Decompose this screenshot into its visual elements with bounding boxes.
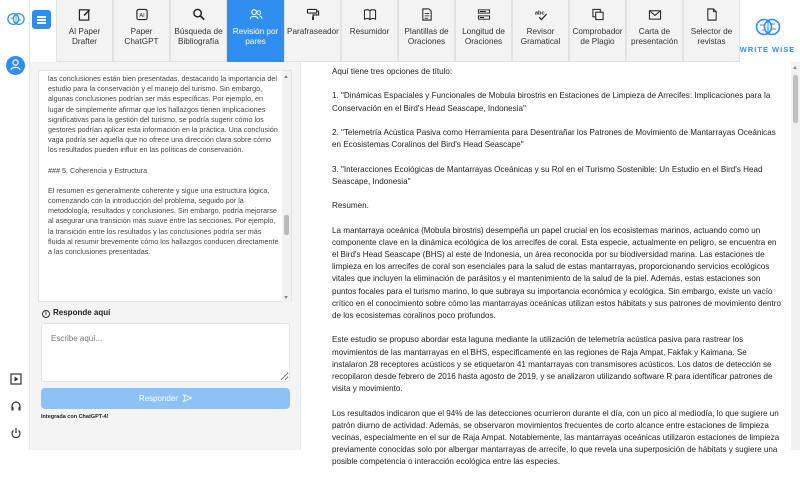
review-panel	[30, 62, 300, 450]
tab-label: Al Paper Drafter	[68, 27, 101, 46]
document-paragraph: Aquí tiene tres opciones de título:	[332, 67, 453, 76]
users-icon	[249, 8, 262, 21]
scroll-up-icon[interactable]	[284, 75, 288, 78]
search-icon	[192, 8, 205, 21]
tab-label: Revisión por pares	[232, 27, 279, 46]
tab-label: Parafraseador	[287, 27, 339, 36]
tab-label: Comprobador de Plagio	[572, 27, 623, 46]
document-heading: Resumen.	[332, 201, 369, 211]
tab-label: Resumidor	[349, 27, 390, 36]
copy-icon	[591, 8, 604, 21]
text-length-icon	[477, 8, 490, 21]
review-text	[48, 74, 280, 267]
brain-icon	[755, 14, 781, 40]
review-scrollbar[interactable]	[282, 71, 291, 303]
svg-text:AI: AI	[138, 12, 145, 19]
menu-toggle-button[interactable]	[32, 10, 51, 29]
send-icon	[183, 394, 192, 402]
scroll-thumb[interactable]	[793, 75, 798, 123]
tab-label: Revisor Gramatical	[520, 27, 561, 46]
play-icon[interactable]	[10, 373, 22, 385]
tab-parafraseador[interactable]	[284, 0, 341, 62]
review-paragraph: El resumen es generalmente coherente y sigue una estructura lógica, comenzando con la introducción del problema, seguido por la metodología, resultados y conclusiones. Sin embargo, podría mejorarse al asegurar una transición más suave entre las secciones. Por ejemplo, la transición entre los resultados y las conclusiones podría ser más fluida al resumir brevemente cómo los hallazgos conducen directamente a las conclusiones presentadas.	[48, 185, 279, 257]
tab-ai-paper-drafter[interactable]	[56, 0, 113, 62]
tab-paper-chatgpt[interactable]	[113, 0, 170, 62]
ai-icon	[135, 8, 148, 21]
tab-revisor-gramatical[interactable]	[512, 0, 569, 62]
book-icon	[363, 8, 376, 21]
document-paragraph: Este estudio se propuso abordar esta laguna mediante la utilización de telemetría acústica pasiva para rastrear los movimientos de las mantarrayas en el BHS, específicamente en las regiones de Raja Ampat, Fakfak y Kaimana. Se instalaron 28 receptores acústicos y se etiquetaron 41 mantarrayas con transmisores acústicos. Los datos de detección se recopilaron desde febrero de 2016 hasta agosto de 2019, y se analizaron utilizando software R para identificar patrones de visita y movimiento.	[332, 335, 773, 394]
document-paragraph: 1. "Dinámicas Espaciales y Funcionales de Mobula birostris en Estaciones de Limpieza de Arrecifes: Implicaciones para la Conservación en el Bird's Head Seascape, Indonesia"	[332, 91, 771, 113]
tab-label: Longitud de Oraciones	[462, 27, 505, 46]
info-icon: i	[42, 310, 50, 318]
document-scrollbar[interactable]	[791, 62, 800, 450]
spellcheck-icon	[534, 8, 547, 21]
tab-carta-presentacion[interactable]	[626, 0, 683, 62]
scroll-up-icon[interactable]	[793, 66, 797, 69]
left-rail	[0, 0, 30, 450]
document-paragraph: Los resultados indicaron que el 94% de las detecciones ocurrieron durante el día, con un pico al mediodía, lo que sugiere un patrón diurno de actividad. Además, se observaron movimientos frecuentes de corto alcance entre estaciones de limpieza vecinas, especialmente en el sur de Raja Ampat. Notablemente, las mantarrayas oceánicas utilizaron estaciones de limpieza previamente conocidas solo por albergar mantarrayas de arrecife, lo que revela una superposición de hábitats y sugiere una posible competencia o interacción ecológica entre las especies.	[332, 408, 780, 467]
response-heading	[42, 308, 110, 318]
brand-logo	[735, 12, 800, 56]
file-icon	[705, 8, 718, 21]
document-paragraph: 3. "Interacciones Ecológicas de Mantarrayas Oceánicas y su Rol en el Turismo Sostenible: Un Estudio en el Bird's Head Seascape, Indonesia"	[332, 164, 763, 186]
document-text[interactable]	[332, 66, 782, 481]
brand-name: WRITE WISE	[739, 45, 796, 54]
document-paragraph: 2. "Telemetría Acústica Pasiva como Herramienta para Desentrañar los Patrones de Movimiento de Mantarrayas Oceánicas en Ecosistemas Coralinos del Bird's Head Seascape"	[332, 127, 776, 150]
power-icon[interactable]	[10, 427, 22, 439]
brain-logo-icon[interactable]	[7, 10, 25, 28]
powered-by-text: Integrada con ChatGPT-4!	[41, 414, 109, 420]
tab-label: Selector de revistas	[690, 27, 733, 46]
paint-icon	[306, 8, 319, 21]
user-icon	[10, 59, 21, 71]
tab-revision-por-pares[interactable]	[227, 0, 284, 62]
document-panel	[300, 62, 800, 467]
tab-resumidor[interactable]	[341, 0, 398, 62]
headphones-icon[interactable]	[10, 400, 22, 412]
tab-label: Paper ChatGPT	[124, 27, 159, 46]
tab-selector-revistas[interactable]	[683, 0, 740, 62]
respond-button[interactable]	[41, 388, 290, 409]
scroll-thumb[interactable]	[284, 215, 289, 235]
response-input[interactable]	[41, 323, 290, 382]
document-paragraph: La mantarraya oceánica (Mobula birostris) desempeña un papel crucial en los ecosistemas marinos, actuando como un componente clave en la dinámica ecológica de los arrecifes de coral. Esta especie, actualmente en peligro, se encuentra en el Bird's Head Seascape (BHS) al este de Indonesia, un área reconocida por su biodiversidad marina. Las estaciones de limpieza en los arrecifes de coral son esenciales para la salud de estas mantarrayas, proporcionando servicios ecológicos vitales que incluyen la eliminación de parásitos y el mantenimiento de la salud de la piel. Además, estas estaciones son puntos focales para el turismo marino, lo que subraya su importancia económica y ecológica. Sin embargo, existe un vacío crítico en el conocimiento sobre cómo las mantarrayas oceánicas utilizan estos hábitats y sus patrones de movimiento dentro de los ecosistemas coralinos poco profundos.	[332, 225, 781, 320]
tab-label: Carta de presentación	[631, 27, 678, 46]
tab-label: Búsqueda de Bibliografía	[174, 27, 223, 46]
review-paragraph: las conclusiones están bien presentadas, destacando la importancia del estudio para la conservación y el manejo del turismo. Sin embargo, algunas conclusiones podrían ser más específicas. Por ejemplo, en lugar de simplemente afirmar que los hallazgos tienen implicaciones significativas para la gestión del turismo, se podría sugerir cómo los gestores podrían aplicar esta información en la práctica. Una conclusión vaga podría ser aquella que no ofrece una dirección clara sobre cómo los resultados pueden influir en las políticas de conservación.	[48, 74, 278, 155]
edit-icon	[78, 8, 91, 21]
tab-plantillas-oraciones[interactable]	[398, 0, 455, 62]
tab-busqueda-bibliografia[interactable]	[170, 0, 227, 62]
tab-longitud-oraciones[interactable]	[455, 0, 512, 62]
response-title: Responde aquí	[53, 308, 111, 317]
tab-comprobador-plagio[interactable]	[569, 0, 626, 62]
respond-button-label: Responder	[138, 394, 178, 403]
document-icon	[420, 8, 433, 21]
review-heading: ### 5. Coherencia y Estructura	[48, 165, 148, 175]
svg-text:abc: abc	[534, 10, 545, 17]
mail-icon	[648, 8, 661, 21]
tab-label: Plantillas de Oraciones	[404, 27, 449, 46]
tool-tabs	[56, 0, 740, 62]
scroll-down-icon[interactable]	[284, 296, 288, 299]
review-output[interactable]	[38, 70, 292, 302]
user-avatar[interactable]	[6, 56, 25, 75]
